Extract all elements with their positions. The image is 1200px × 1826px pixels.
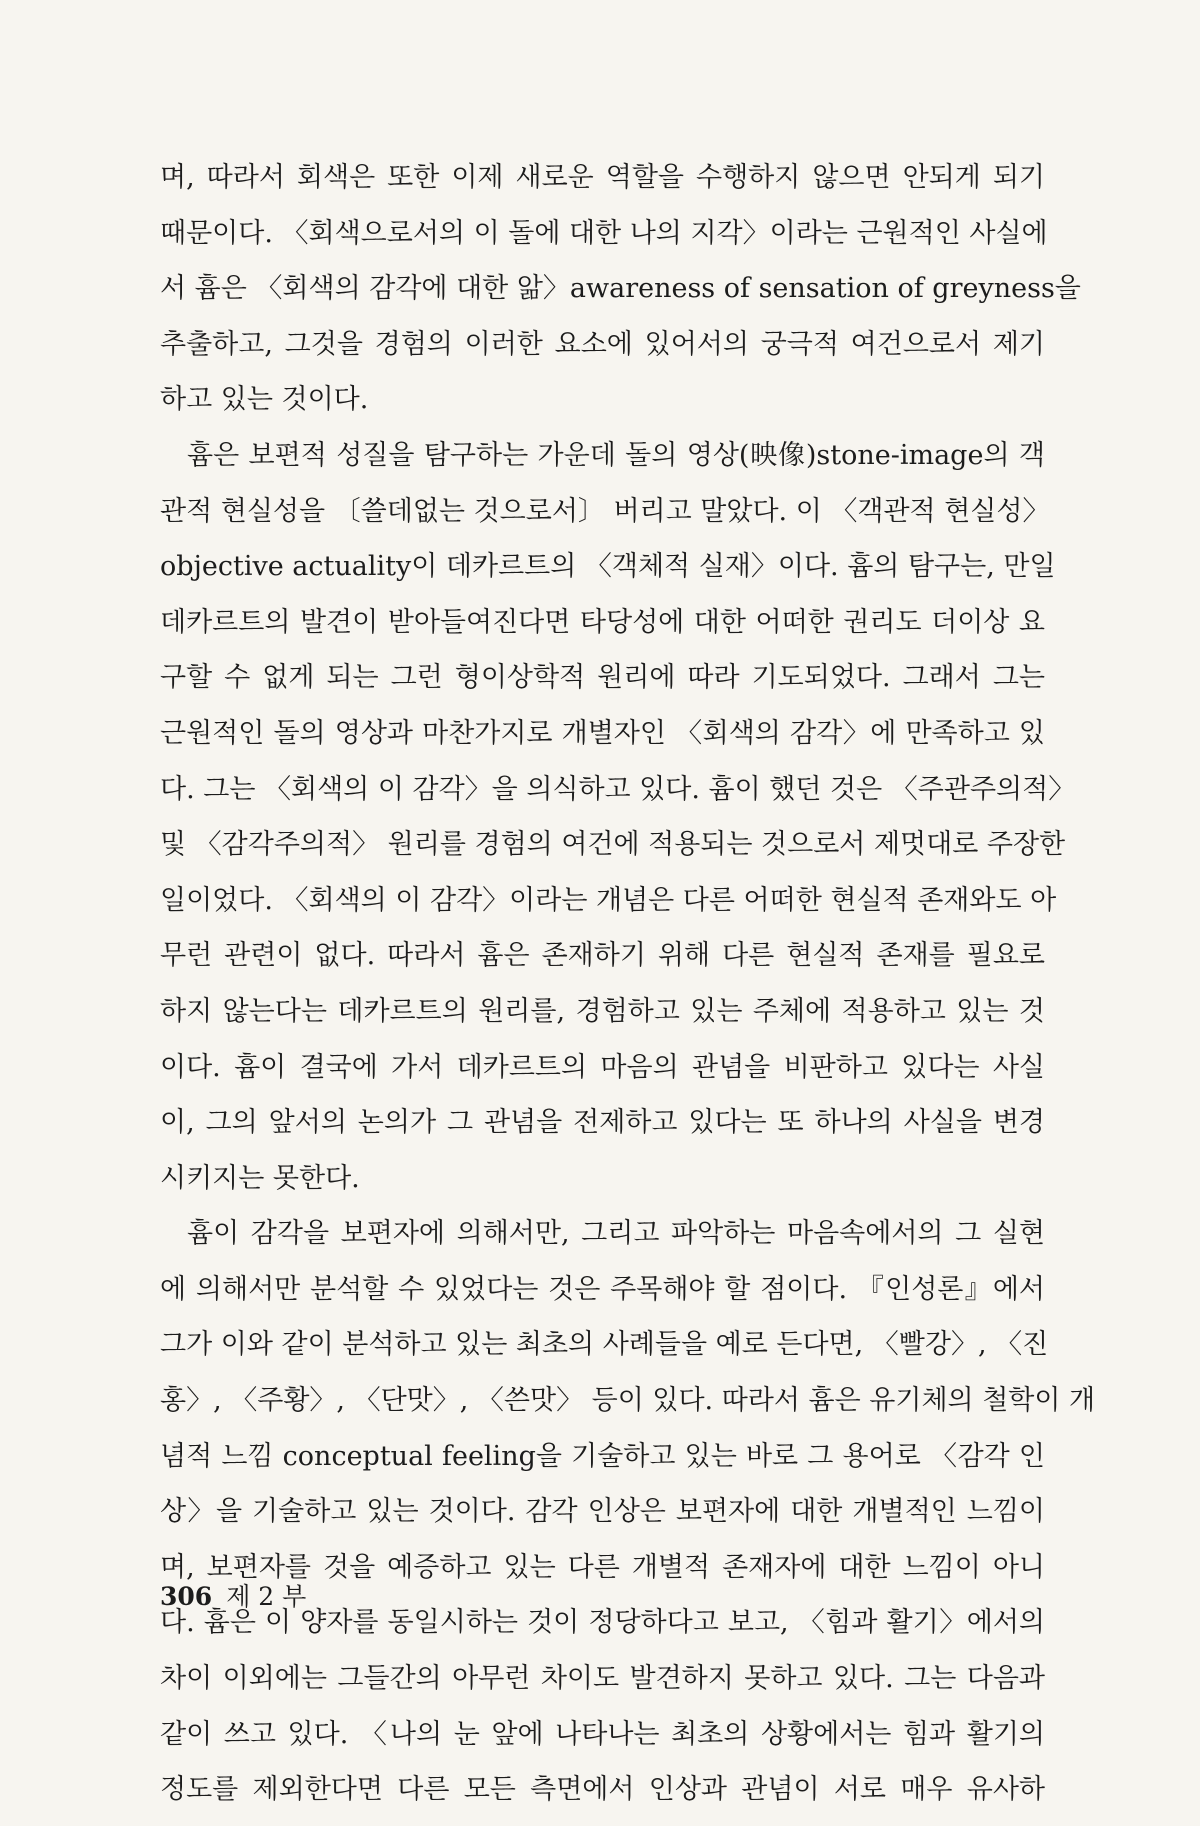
paragraph-end-line: 하고 있는 것이다. (160, 384, 369, 416)
text-line: 데카르트의 발견이 받아들여진다면 타당성에 대한 어떠한 권리도 더이상 요 (160, 606, 1045, 638)
text-line: 에 의해서만 분석할 수 있었다는 것은 주목해야 할 점이다. 『인성론』에서 (160, 1273, 1045, 1305)
text-line: objective actuality이 데카르트의 〈객체적 실재〉이다. 흄의 탐구는, 만일 (160, 551, 1056, 583)
text-line: 그가 이와 같이 분석하고 있는 최초의 사례들을 예로 든다면, 〈빨강〉, 〈진 (160, 1329, 1049, 1361)
text-line: 이, 그의 앞서의 논의가 그 관념을 전제하고 있다는 또 하나의 사실을 변경 (160, 1107, 1045, 1139)
text-line: 근원적인 돌의 영상과 마찬가지로 개별자인 〈회색의 감각〉에 만족하고 있 (160, 717, 1045, 749)
text-line: 상〉을 기술하고 있는 것이다. 감각 인상은 보편자에 대한 개별적인 느낌이 (160, 1496, 1045, 1528)
text-line: 차이 이외에는 그들간의 아무런 차이도 발견하지 못하고 있다. 그는 다음과 (160, 1663, 1045, 1695)
text-line: 때문이다. 〈회색으로서의 이 돌에 대한 나의 지각〉이라는 근원적인 사실에 (160, 217, 1048, 249)
paragraph-start-line: 흄은 보편적 성질을 탐구하는 가운데 돌의 영상(映像)stone-image의 객 (187, 439, 1045, 471)
text-line: 관적 현실성을 〔쓸데없는 것으로서〕 버리고 말았다. 이 〈객관적 현실성〉 (160, 495, 1050, 527)
text-line: 다. 그는 〈회색의 이 감각〉을 의식하고 있다. 흄이 했던 것은 〈주관주의적〉 (160, 773, 1076, 805)
text-line: 며, 따라서 회색은 또한 이제 새로운 역할을 수행하지 않으면 안되게 되기 (160, 162, 1045, 193)
text-line: 추출하고, 그것을 경험의 이러한 요소에 있어서의 궁극적 여건으로서 제기 (160, 328, 1045, 360)
part-label: 제 2 부 (226, 1582, 307, 1611)
text-line: 정도를 제외한다면 다른 모든 측면에서 인상과 관념이 서로 매우 유사하 (160, 1774, 1045, 1806)
page-footer (160, 1580, 306, 1614)
text-line: 다. 흄은 이 양자를 동일시하는 것이 정당하다고 보고, 〈힘과 활기〉에서의 (160, 1607, 1045, 1639)
text-line: 무런 관련이 없다. 따라서 흄은 존재하기 위해 다른 현실적 존재를 필요로 (160, 940, 1045, 972)
text-line: 및 〈감각주의적〉 원리를 경험의 여건에 적용되는 것으로서 제멋대로 주장한 (160, 829, 1066, 861)
text-line: 일이었다. 〈회색의 이 감각〉이라는 개념은 다른 어떠한 현실적 존재와도 아 (160, 884, 1057, 916)
paragraph-start-line: 흄이 감각을 보편자에 의해서만, 그리고 파악하는 마음속에서의 그 실현 (187, 1218, 1045, 1250)
text-line: 하지 않는다는 데카르트의 원리를, 경험하고 있는 주체에 적용하고 있는 것 (160, 995, 1045, 1027)
text-line: 서 흄은 〈회색의 감각에 대한 앎〉awareness of sensation of greyness을 (160, 273, 1081, 305)
paragraph-end-line: 시키지는 못한다. (160, 1162, 360, 1194)
body-text (160, 158, 1096, 1826)
page-number: 306 (160, 1582, 213, 1611)
text-line: 홍〉, 〈주황〉, 〈단맛〉, 〈쓴맛〉 등이 있다. 따라서 흄은 유기체의 철학이 개 (160, 1385, 1096, 1417)
text-line: 며, 보편자를 것을 예증하고 있는 다른 개별적 존재자에 대한 느낌이 아니 (160, 1551, 1045, 1583)
text-line: 구할 수 없게 되는 그런 형이상학적 원리에 따라 기도되었다. 그래서 그는 (160, 662, 1045, 694)
text-line: 념적 느낌 conceptual feeling을 기술하고 있는 바로 그 용어로 〈감각 인 (160, 1440, 1045, 1472)
text-line: 이다. 흄이 결국에 가서 데카르트의 마음의 관념을 비판하고 있다는 사실 (160, 1051, 1045, 1083)
text-line: 같이 쓰고 있다. 〈나의 눈 앞에 나타나는 최초의 상황에서는 힘과 활기의 (160, 1718, 1045, 1750)
